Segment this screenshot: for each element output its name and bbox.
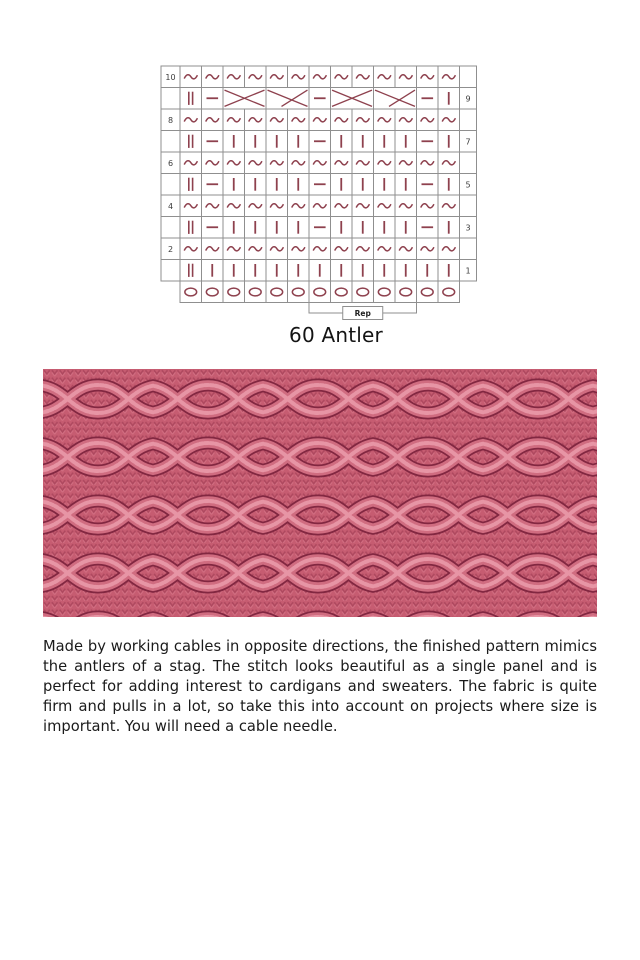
row-number-label: 1: [465, 266, 471, 276]
pattern-description: Made by working cables in opposite directions, the finished pattern mimics the antlers of a stag. The stitch looks beautiful as a single panel and is perfect for adding interest to cardigans and sweaters. The fabric is quite firm and pulls in a lot, so take this into account on projects where size is important. You will need a cable needle.: [43, 637, 597, 735]
cast-on-cell: [395, 281, 417, 303]
cast-on-cell: [417, 281, 439, 303]
row-number-label: 10: [165, 73, 176, 82]
chart-cell: [180, 88, 202, 110]
row-number-label: 2: [167, 245, 174, 254]
row-number-label: 9: [465, 94, 471, 104]
chart-cell: [180, 131, 202, 153]
row-number-cell: [161, 88, 180, 110]
cast-on-cell: [180, 281, 202, 303]
row-number-cell: [161, 217, 180, 239]
row-number-cell: [460, 66, 477, 88]
cast-on-cell: [288, 281, 310, 303]
cast-on-cell: [374, 281, 396, 303]
cast-on-cell: [202, 281, 224, 303]
cast-on-cell: [266, 281, 288, 303]
repeat-label: Rep: [354, 309, 371, 318]
cast-on-cell: [245, 281, 267, 303]
stitch-chart-svg: [160, 64, 480, 326]
chart-cell: [180, 260, 202, 282]
row-number-cell: [460, 195, 477, 217]
row-number-label: 8: [167, 116, 174, 125]
chart-cell: [180, 174, 202, 196]
knit-texture: [43, 369, 597, 617]
row-number-cell: [460, 152, 477, 174]
swatch-photo: [43, 369, 597, 617]
row-number-label: 6: [167, 159, 174, 168]
row-number-cell: [161, 131, 180, 153]
cast-on-cell: [309, 281, 331, 303]
pattern-title: 60 Antler: [289, 323, 383, 347]
row-number-label: 5: [465, 180, 471, 190]
row-number-cell: [460, 238, 477, 260]
chart-cell: [180, 217, 202, 239]
row-number-label: 7: [465, 137, 471, 147]
row-number-label: 3: [465, 223, 471, 233]
row-number-label: 4: [167, 202, 174, 211]
cast-on-cell: [438, 281, 460, 303]
cast-on-cell: [352, 281, 374, 303]
row-number-cell: [161, 174, 180, 196]
stitch-chart: [160, 64, 480, 326]
cast-on-cell: [223, 281, 245, 303]
cast-on-cell: [331, 281, 353, 303]
row-number-cell: [460, 109, 477, 131]
knit-texture-svg: [43, 369, 597, 617]
row-number-cell: [161, 260, 180, 282]
